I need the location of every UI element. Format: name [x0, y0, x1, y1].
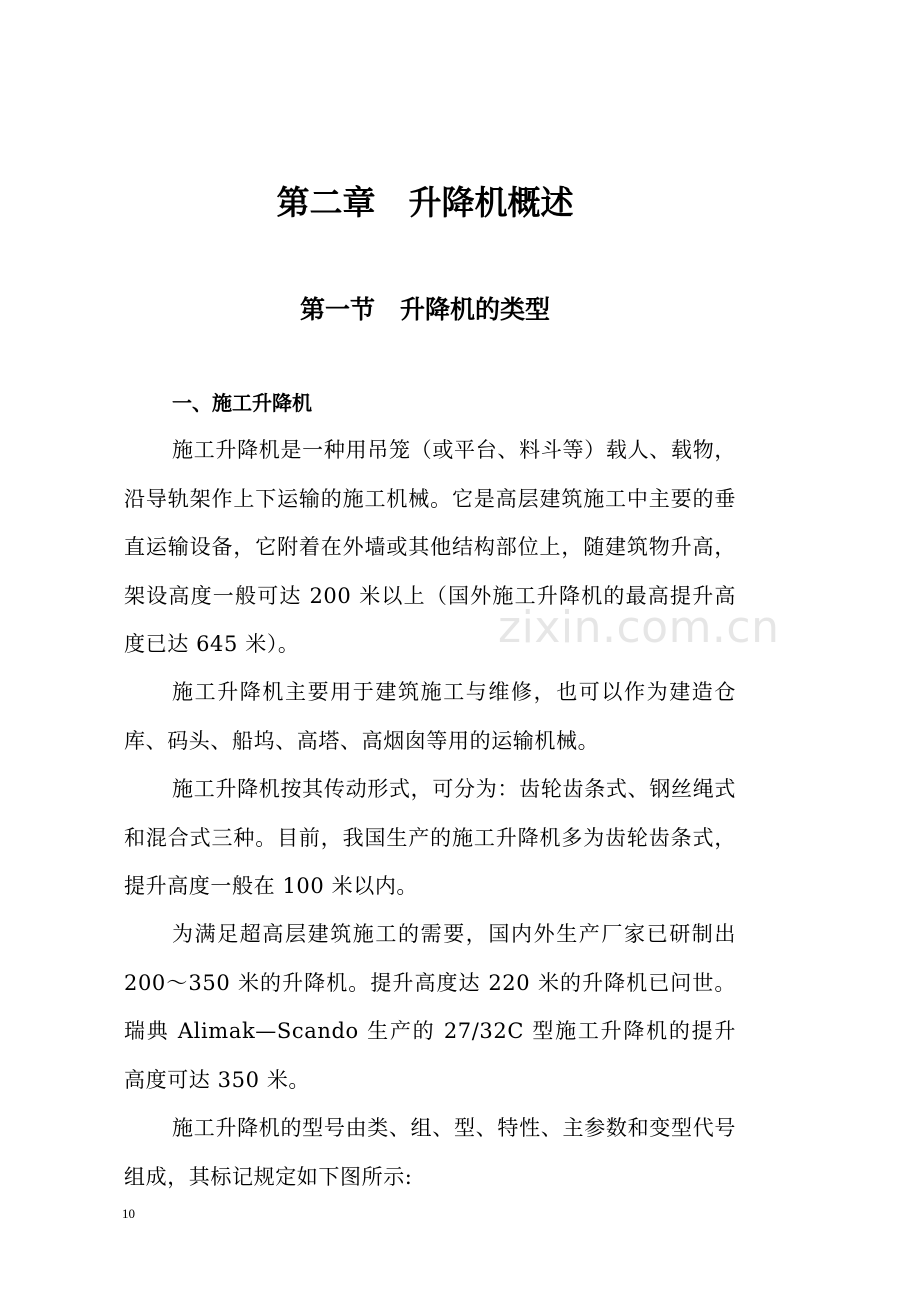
watermark: zixin.com.cn — [498, 602, 780, 653]
body-paragraph-2: 施工升降机主要用于建筑施工与维修，也可以作为建造仓库、码头、船坞、高塔、高烟囱等用的运输机械。 — [124, 680, 736, 753]
body-paragraph-3: 施工升降机按其传动形式，可分为：齿轮齿条式、钢丝绳式和混合式三种。目前，我国生产的施工升降机多为齿轮齿条式，提升高度一般在 100 米以内。 — [124, 777, 736, 898]
chapter-title: 第二章 升降机概述 — [276, 183, 574, 222]
body-paragraph-1: 施工升降机是一种用吊笼（或平台、料斗等）载人、载物，沿导轨架作上下运输的施工机械。它是高层建筑施工中主要的垂直运输设备，它附着在外墙或其他结构部位上，随建筑物升高，架设高度一般可达 200 米以上（国外施工升降机的最高提升高度已达 645 米）。 — [124, 438, 736, 656]
subsection-heading: 一、施工升降机 — [172, 391, 312, 415]
page-number: 10 — [122, 1206, 135, 1221]
body-paragraph-4: 为满足超高层建筑施工的需要，国内外生产厂家已研制出 200～350 米的升降机。提升高度达 220 米的升降机已问世。瑞典 Alimak—Scando 生产的 27/32C 型施工升降机的提升高度可达 350 米。 — [124, 922, 736, 1092]
body-paragraph-5: 施工升降机的型号由类、组、型、特性、主参数和变型代号组成，其标记规定如下图所示: — [124, 1116, 736, 1189]
section-title: 第一节 升降机的类型 — [299, 295, 550, 324]
